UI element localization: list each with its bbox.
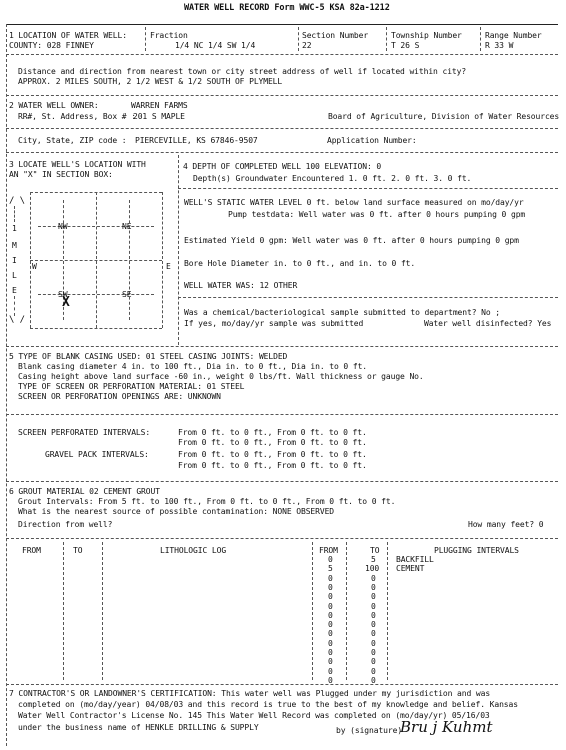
plug-from-cell: 0	[328, 601, 333, 611]
range-label: Range Number	[485, 31, 542, 40]
direction-from-well: Direction from well?	[18, 520, 113, 529]
section-box-title-2: AN "X" IN SECTION BOX:	[9, 170, 113, 179]
how-many-feet: How many feet? 0	[468, 520, 544, 529]
west-label: W	[32, 262, 37, 271]
quadrant-nw: NW	[58, 222, 68, 231]
plug-to-cell: 0	[371, 638, 376, 648]
plug-to-cell: 0	[371, 601, 376, 611]
grout-material: 6 GROUT MATERIAL 02 CEMENT GROUT	[9, 487, 160, 496]
pump-testdata: Pump testdata: Well water was 0 ft. after 0 hours pumping 0 gpm	[228, 210, 526, 219]
blank-casing-diameter: Blank casing diameter 4 in. to 100 ft., Dia in. to 0 ft., Dia in. to 0 ft.	[18, 362, 368, 371]
contamination-source: What is the nearest source of possible contamination: NONE OBSERVED	[18, 507, 334, 516]
plug-to-cell: 0	[371, 629, 376, 639]
mile-m: M	[12, 241, 17, 250]
screen-interval-row: From 0 ft. to 0 ft., From 0 ft. to 0 ft.	[178, 428, 367, 437]
bore-hole-diameter: Bore Hole Diameter in. to 0 ft., and in. to 0 ft.	[184, 259, 416, 268]
screen-perforated-label: SCREEN PERFORATED INTERVALS:	[18, 428, 151, 437]
quadrant-ne: NE	[122, 222, 132, 231]
certification-line-2: completed on (mo/day/year) 04/08/03 and this record is true to the best of my knowledge and belief. Kansas	[18, 700, 518, 709]
gravel-interval-row: From 0 ft. to 0 ft., From 0 ft. to 0 ft.	[178, 450, 367, 459]
plug-from-cell: 5	[328, 564, 333, 574]
plug-from-cell: 0	[328, 555, 333, 564]
screen-interval-row: From 0 ft. to 0 ft., From 0 ft. to 0 ft.	[178, 438, 367, 447]
nw-corner-tick: / \	[9, 196, 25, 206]
screen-material: TYPE OF SCREEN OR PERFORATION MATERIAL: 01 STEEL	[18, 382, 245, 391]
sw-corner-tick: \ /	[9, 315, 25, 325]
estimated-yield: Estimated Yield 0 gpm: Well water was 0 ft. after 0 hours pumping 0 gpm	[184, 236, 519, 245]
board-name: Board of Agriculture, Division of Water Resources	[328, 112, 560, 121]
casing-height: Casing height above land surface -60 in., weight 0 lbs/ft. Wall thickness or gauge No.	[18, 372, 424, 381]
certification-line-3: Water Well Contractor's License No. 145 This Water Well Record was completed on (mo/day/yr) 05/16/03	[18, 711, 490, 720]
range-value: R 33 W	[485, 41, 514, 50]
plug-to-cell: 0	[371, 610, 376, 620]
gravel-interval-row: From 0 ft. to 0 ft., From 0 ft. to 0 ft.	[178, 461, 367, 470]
plugging-intervals-header: PLUGGING INTERVALS	[434, 546, 519, 555]
screen-openings: SCREEN OR PERFORATION OPENINGS ARE: UNKNOWN	[18, 392, 221, 401]
plug-from-header: FROM	[319, 546, 338, 555]
plug-to-cell: 0	[371, 657, 376, 667]
owner-label: 2 WATER WELL OWNER:	[9, 101, 99, 110]
plug-to-cell: 100	[365, 564, 380, 574]
plug-material-cell: BACKFILL	[396, 555, 434, 564]
section-number-label: Section Number	[302, 31, 369, 40]
county-field: COUNTY: 028 FINNEY	[9, 41, 94, 50]
plug-to-cell: 0	[371, 675, 376, 685]
distance-label: Distance and direction from nearest town or city street address of well if located within city?	[18, 67, 467, 76]
plug-to-cell: 5	[371, 555, 376, 564]
location-label: 1 LOCATION OF WATER WELL:	[9, 31, 127, 40]
groundwater-encountered: Depth(s) Groundwater Encountered 1. 0 ft. 2. 0 ft. 3. 0 ft.	[193, 174, 472, 183]
plug-from-cell: 0	[328, 629, 333, 639]
static-water-level: WELL'S STATIC WATER LEVEL 0 ft. below land surface measured on mo/day/yr	[184, 198, 524, 207]
plug-from-cell: 0	[328, 666, 333, 676]
log-to-header: TO	[73, 546, 83, 555]
plug-from-cell: 0	[328, 675, 333, 685]
plug-to-header: TO	[370, 546, 380, 555]
plug-from-cell: 0	[328, 657, 333, 667]
blank-casing-type: 5 TYPE OF BLANK CASING USED: 01 STEEL CASING JOINTS: WELDED	[9, 352, 288, 361]
distance-value: APPROX. 2 MILES SOUTH, 2 1/2 WEST & 1/2 SOUTH OF PLYMELL	[18, 77, 283, 86]
plug-from-cell: 0	[328, 638, 333, 648]
section-box-title-1: 3 LOCATE WELL'S LOCATION WITH	[9, 160, 146, 169]
signature: Bru j Kuhmt	[400, 718, 493, 736]
city-value: PIERCEVILLE, KS 67846-9507	[135, 136, 258, 145]
city-label: City, State, ZIP code :	[18, 136, 127, 145]
plug-from-cell: 0	[328, 610, 333, 620]
plug-from-cell: 0	[328, 592, 333, 602]
plug-from-cell: 0	[328, 573, 333, 583]
well-location-x-mark: X	[62, 295, 70, 310]
depth-completed-well: 4 DEPTH OF COMPLETED WELL 100 ELEVATION: 0	[183, 162, 382, 171]
plug-to-cell: 0	[371, 620, 376, 630]
quadrant-se: SE	[122, 290, 132, 299]
sample-submitted-date: If yes, mo/day/yr sample was submitted	[184, 319, 364, 328]
plug-to-cell: 0	[371, 666, 376, 676]
east-label: E	[166, 262, 171, 271]
fraction-label: Fraction	[150, 31, 188, 40]
business-name: under the business name of HENKLE DRILLING & SUPPLY	[18, 723, 259, 732]
address-label: RR#, St. Address, Box # :	[18, 112, 136, 121]
plug-material-cell: CEMENT	[396, 564, 425, 574]
plug-from-cell: 0	[328, 582, 333, 592]
mile-i: I	[12, 256, 17, 265]
fraction-value: 1/4 NC 1/4 SW 1/4	[175, 41, 256, 50]
section-number-value: 22	[302, 41, 312, 50]
chemical-sample-question: Was a chemical/bacteriological sample submitted to department? No ;	[184, 308, 500, 317]
log-from-header: FROM	[22, 546, 41, 555]
township-label: Township Number	[391, 31, 462, 40]
plug-from-cell: 0	[328, 648, 333, 657]
signature-label: by (signature)	[336, 726, 403, 735]
gravel-pack-label: GRAVEL PACK INTERVALS:	[45, 450, 149, 459]
well-water-was: WELL WATER WAS: 12 OTHER	[184, 281, 298, 290]
plug-to-cell: 0	[371, 648, 376, 657]
lithologic-log-header: LITHOLOGIC LOG	[160, 546, 227, 555]
mile-1: 1	[12, 224, 17, 233]
address-value: 201 S MAPLE	[133, 112, 185, 121]
plug-from-cell: 0	[328, 620, 333, 630]
township-value: T 26 S	[391, 41, 420, 50]
application-number-label: Application Number:	[327, 136, 417, 145]
plug-to-cell: 0	[371, 573, 376, 583]
certification-line-1: 7 CONTRACTOR'S OR LANDOWNER'S CERTIFICATION: This water well was Plugged under my jurisdiction and was	[9, 689, 491, 698]
plug-to-cell: 0	[371, 582, 376, 592]
grout-intervals: Grout Intervals: From 5 ft. to 100 ft., From 0 ft. to 0 ft., From 0 ft. to 0 ft.	[18, 497, 396, 506]
mile-l: L	[12, 271, 17, 280]
quadrant-sw: SW	[58, 290, 68, 299]
plug-to-cell: 0	[371, 592, 376, 602]
mile-e: E	[12, 286, 17, 295]
well-disinfected: Water well disinfected? Yes	[424, 319, 552, 328]
owner-value: WARREN FARMS	[131, 101, 188, 110]
form-title: WATER WELL RECORD Form WWC-5 KSA 82a-1212	[184, 3, 390, 13]
